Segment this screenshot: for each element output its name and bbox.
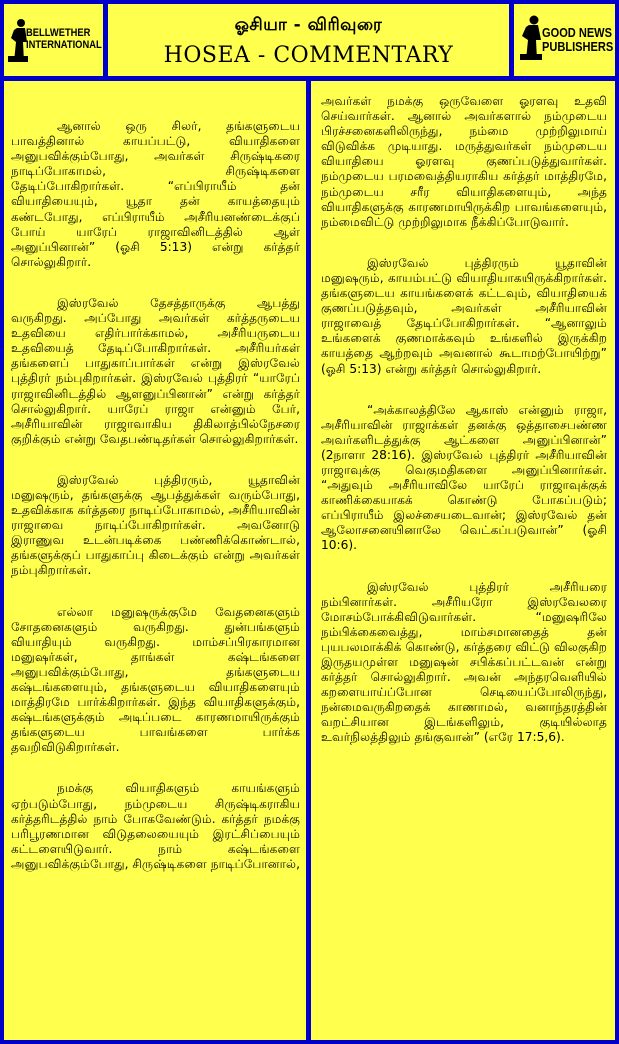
good-news-logo xyxy=(514,4,615,76)
title-tamil: ஓசியா - விரிவுரை xyxy=(234,15,383,35)
logo-left-line2: INTERNATIONAL xyxy=(26,39,102,51)
logo-right-line2: PUBLISHERS xyxy=(542,39,614,54)
preacher-silhouette-icon xyxy=(520,14,544,62)
paragraph: “அக்காலத்திலே ஆகாஸ் என்னும் ராஜா, அசீரியாவின் ராஜாக்கள் தனக்கு ஒத்தாசைபண்ண அவர்களிடத்துக்கு ஆட்களை அனுப்பினான்” (2நாளா 28:16). இஸ்ரவேல் புத்திரர் அசீரியாவின் ராஜாவுக்கு வெகுமதிகளை அனுப்பினார்கள். “அதுவும் அசீரியாவிலே யாரேப் ராஜாவுக்குக் காணிக்கையாகக் கொண்டு போகப்படும்; எப்பிராயீம் இலச்சையடைவான்; இஸ்ரவேல் தன் ஆலோசனையினாலே வெட்கப்படுவான்” (ஓசி 10:6). xyxy=(321,402,607,553)
right-column xyxy=(311,81,615,1040)
left-column xyxy=(4,81,306,1040)
title-english: HOSEA - COMMENTARY xyxy=(163,43,454,68)
logo-left-line1: BELLWETHER xyxy=(26,27,91,39)
title-banner xyxy=(108,4,509,76)
paragraph: எல்லா மனுஷருக்குமே வேதனைகளும் சோதனைகளும் வருகிறது. துன்பங்களும் வியாதியும் வருகிறது. மாம்சப்பிரகாரமான மனுஷர்கள், தாங்கள் கஷ்டங்களை அனுபவிக்கும்போது, தங்களுடைய கஷ்டங்களையும், தங்களுடைய வியாதிகளையும் மாத்திரமே பார்க்கிறார்கள். இந்த வியாதிகளுக்கும், கஷ்டங்களுக்கும் அடிப்படை காரணமாயிருக்கும் தங்களுடைய பாவங்களை பார்க்க தவறிவிடுகிறார்கள். xyxy=(11,604,300,755)
paragraph: அவர்கள் நமக்கு ஒருவேளை ஓரளவு உதவி செய்வார்கள். ஆனால் அவர்களால் நம்முடைய பிரச்சனைகளிலிருந்து, நம்மை முற்றிலுமாய் விடுவிக்க முடியாது. மருத்துவர்கள் நம்முடைய வியாதியை ஓரளவு குணப்படுத்துவார்கள். நம்முடைய பரமவைத்தியராகிய கர்த்தர் மாத்திரமே, நம்முடைய சரீர வியாதிகளையும், அந்த வியாதிகளுக்கு காரணமாயிருக்கிற பாவங்களையும், நம்மைவிட்டு முற்றிலுமாக நீக்கிப்போடுவார். xyxy=(321,94,607,229)
paragraph: ஆனால் ஒரு சிலர், தங்களுடைய பாவத்தினால் காயப்பட்டு, வியாதிகளை அனுபவிக்கும்போது, அவர்கள் சிருஷ்டிகரை நாடிப்போகாமல், சிருஷ்டிகளை தேடிப்போகிறார்கள். “எப்பிராயீம் தன் வியாதியையும், யூதா தன் காயத்தையும் கண்டபோது, எப்பிராயீம் அசீரியனண்டைக்குப் போய் யாரேப் ராஜாவினிடத்தில் ஆள் அனுப்பினான்” (ஓசி 5:13) என்று கர்த்தர் சொல்லுகிறார். xyxy=(11,119,300,269)
paragraph: நமக்கு வியாதிகளும் காயங்களும் ஏற்படும்போது, நம்முடைய சிருஷ்டிகராகிய கர்த்தரிடத்தில் நாம் போகவேண்டும். கர்த்தர் நமக்கு பரிபூரணமான விடுதலையையும் இரட்சிப்பையும் கட்டளையிடுவார். நாம் கஷ்டங்களை அனுபவிக்கும்போது, சிருஷ்டிகளை நாடிப்போனால், xyxy=(11,781,300,871)
paragraph: இஸ்ரவேல் தேசத்தாருக்கு ஆபத்து வருகிறது. அப்போது அவர்கள் கர்த்தருடைய உதவியை எதிர்பார்க்காமல், அசீரியருடைய உதவியைத் தேடிப்போகிறார்கள். அசீரியர்கள் தங்களைப் பாதுகாப்பார்கள் என்று இஸ்ரவேல் புத்திரர் நம்புகிறார்கள். இஸ்ரவேல் புத்திரர் “யாரேப் ராஜாவினிடத்தில் ஆளனுப்பினான்” என்று கர்த்தர் சொல்லுகிறார். யாரேப் ராஜா என்னும் பேர், அசீரியாவின் ராஜாவாகிய திகிலாத்பில்நேசரை குறிக்கும் என்று வேதபண்டிதர்கள் சொல்லுகிறார்கள். xyxy=(11,295,300,446)
bellwether-logo xyxy=(4,4,103,76)
paragraph: இஸ்ரவேல் புத்திரரும், யூதாவின் மனுஷரும், தங்களுக்கு ஆபத்துக்கள் வரும்போது, உதவிக்காக கர்த்தரை நாடிப்போகாமல், அசீரியாவின் ராஜாவை நாடிப்போகிறார்கள். அவனோடு இராணுவ உடன்படிக்கை பண்ணிக்கொண்டால், தங்களுக்குப் பாதுகாப்பு கிடைக்கும் என்று அவர்கள் நம்புகிறார்கள். xyxy=(11,472,300,578)
logo-right-line1: GOOD NEWS xyxy=(542,25,612,40)
paragraph: இஸ்ரவேல் புத்திரர் அசீரியரை நம்பினார்கள். அசீரியரோ இஸ்ரவேலரை மோசம்போக்கிவிடுவார்கள். “மனுஷரிலே நம்பிக்கைவைத்து, மாம்சமானதைத் தன் புயபலமாக்கிக் கொண்டு, கர்த்தரை விட்டு விலகுகிற இருதயமுள்ள மனுஷன் சபிக்கப்பட்டவன் என்று கர்த்தர் சொல்லுகிறார். அவன் அந்தரவெளியில் கறளையாய்ப்போன செடியைப்போலிருந்து, நன்மைவருகிறதைக் காணாமல், வனாந்தரத்தின் வறட்சியான இடங்களிலும், குடியில்லாத உவர்நிலத்திலும் தங்குவான்” (எரே 17:5,6). xyxy=(321,579,607,745)
paragraph: இஸ்ரவேல் புத்திரரும் யூதாவின் மனுஷரும், காயம்பட்டு வியாதியாகயிருக்கிறார்கள். தங்களுடைய காயங்களைக் கட்டவும், வியாதியைக் குணப்படுத்தவும், அவர்கள் அசீரியாவின் ராஜாவைத் தேடிப்போகிறார்கள். “ஆனாலும் உங்களைக் குணமாக்கவும் உங்களில் இருக்கிற காயத்தை ஆற்றவும் அவனால் கூடாமற்போயிற்று” (ஓசி 5:13) என்று கர்த்தர் சொல்லுகிறார். xyxy=(321,255,607,376)
